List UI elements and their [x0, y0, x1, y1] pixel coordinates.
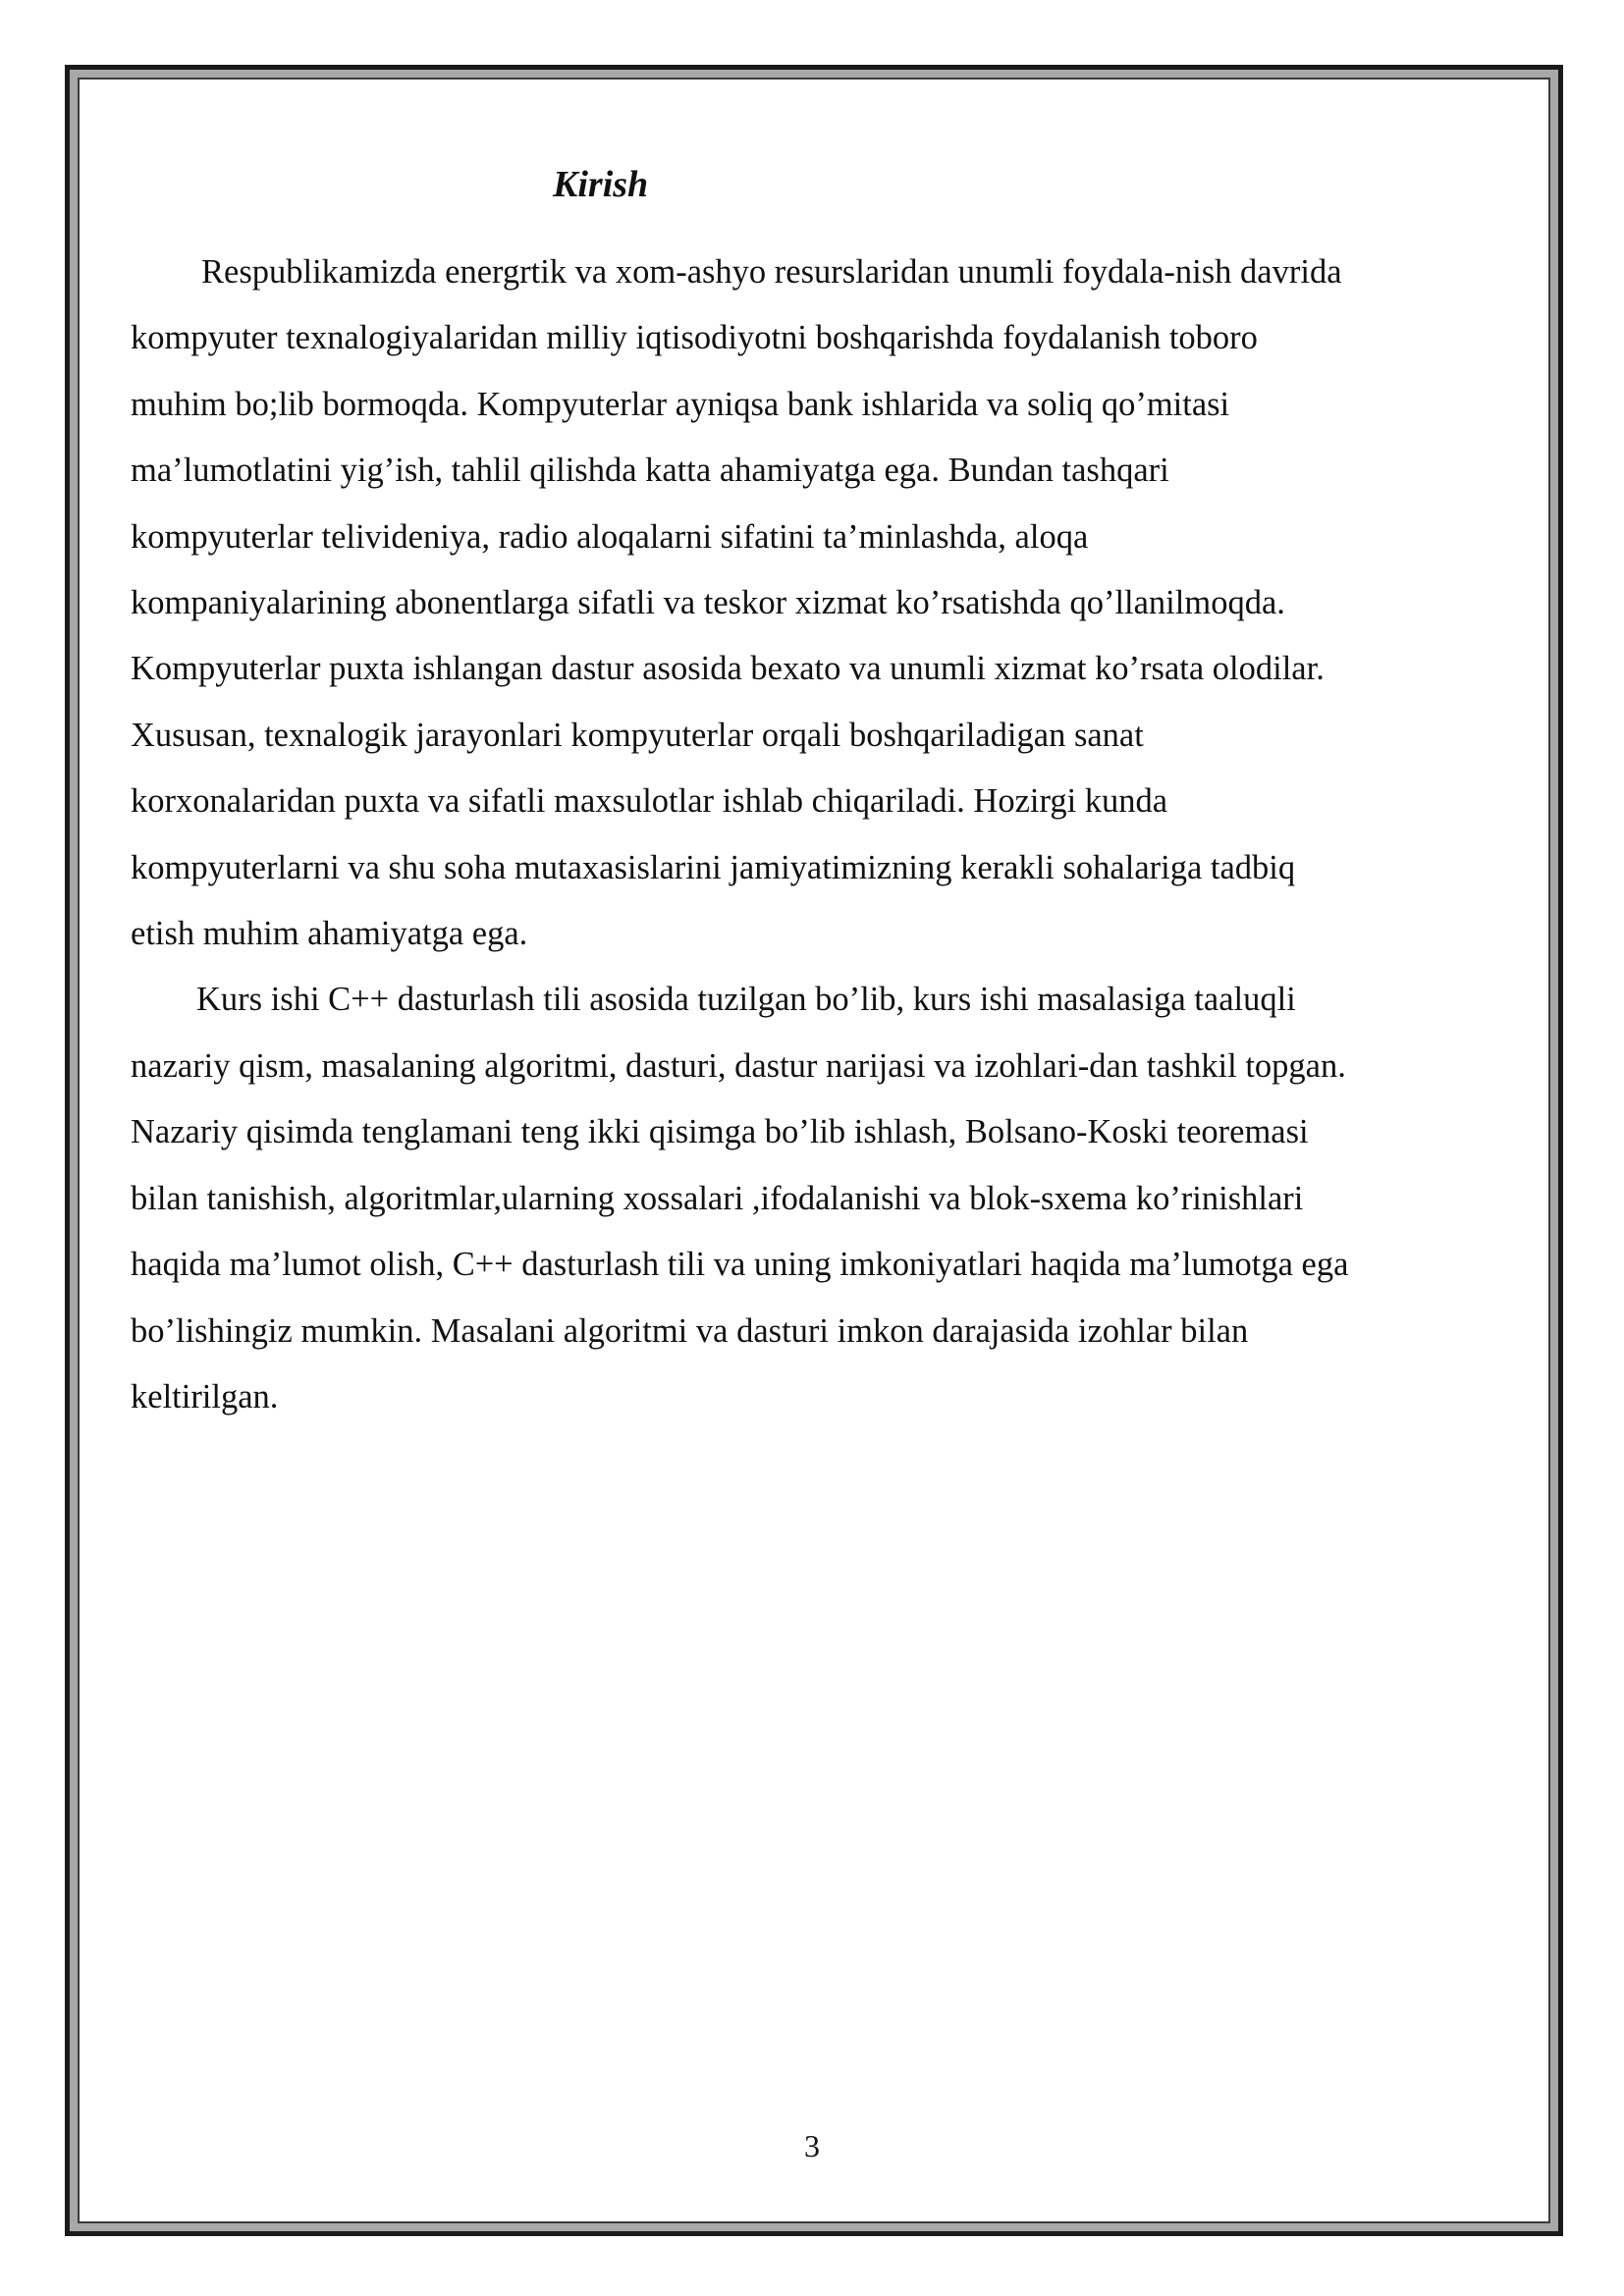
- text-line: ma’lumotlatini yig’ish, tahlil qilishda katta ahamiyatga ega. Bundan tashqari: [131, 452, 1169, 490]
- text-line: etish muhim ahamiyatga ega.: [131, 915, 528, 953]
- text-line: muhim bo;lib bormoqda. Kompyuterlar ayniqsa bank ishlarida va soliq qo’mitasi: [131, 385, 1230, 423]
- text-line: bilan tanishish, algoritmlar,ularning xossalari ,ifodalanishi va blok-sxema ko’rinishlari: [131, 1179, 1304, 1217]
- section-heading: Kirish: [553, 164, 649, 205]
- text-line: nazariy qism, masalaning algoritmi, dasturi, dastur narijasi va izohlari-dan tashkil topgan.: [131, 1046, 1346, 1085]
- text-line: korxonalaridan puxta va sifatli maxsulotlar ishlab chiqariladi. Hozirgi kunda: [131, 782, 1168, 821]
- paragraph-intro: [131, 240, 1515, 967]
- text-line: Nazariy qisimda tenglamani teng ikki qisimga bo’lib ishlash, Bolsano-Koski teoremasi: [131, 1113, 1309, 1151]
- text-line: Kurs ishi C++ dasturlash tili asosida tuzilgan bo’lib, kurs ishi masalasiga taaluqli: [196, 981, 1296, 1019]
- text-line: haqida ma’lumot olish, C++ dasturlash tili va uning imkoniyatlari haqida ma’lumotga ega: [131, 1246, 1349, 1284]
- text-line: kompyuterlar telivideniya, radio aloqalarni sifatini ta’minlashda, aloqa: [131, 517, 1089, 556]
- text-line: Respublikamizda energrtik va xom-ashyo resurslaridan unumli foydala-nish davrida: [201, 253, 1342, 291]
- text-line: kompyuter texnalogiyalaridan milliy iqtisodiyotni boshqarishda foydalanish toboro: [131, 319, 1258, 357]
- page-number: 3: [804, 2128, 820, 2163]
- text-line: Kompyuterlar puxta ishlangan dastur asosida bexato va unumli xizmat ko’rsata olodilar.: [131, 650, 1325, 688]
- text-line: keltirilgan.: [131, 1377, 279, 1415]
- document-body: [131, 157, 1515, 1430]
- text-line: kompyuterlarni va shu soha mutaxasislarini jamiyatimizning kerakli sohalariga tadbiq: [131, 848, 1296, 886]
- paragraph-course-work: [131, 967, 1515, 1430]
- text-line: kompaniyalarining abonentlarga sifatli va teskor xizmat ko’rsatishda qo’llanilmoqda.: [131, 584, 1285, 622]
- text-line: Xususan, texnalogik jarayonlari kompyuterlar orqali boshqariladigan sanat: [131, 716, 1144, 754]
- text-line: bo’lishingiz mumkin. Masalani algoritmi va dasturi imkon darajasida izohlar bilan: [131, 1311, 1249, 1350]
